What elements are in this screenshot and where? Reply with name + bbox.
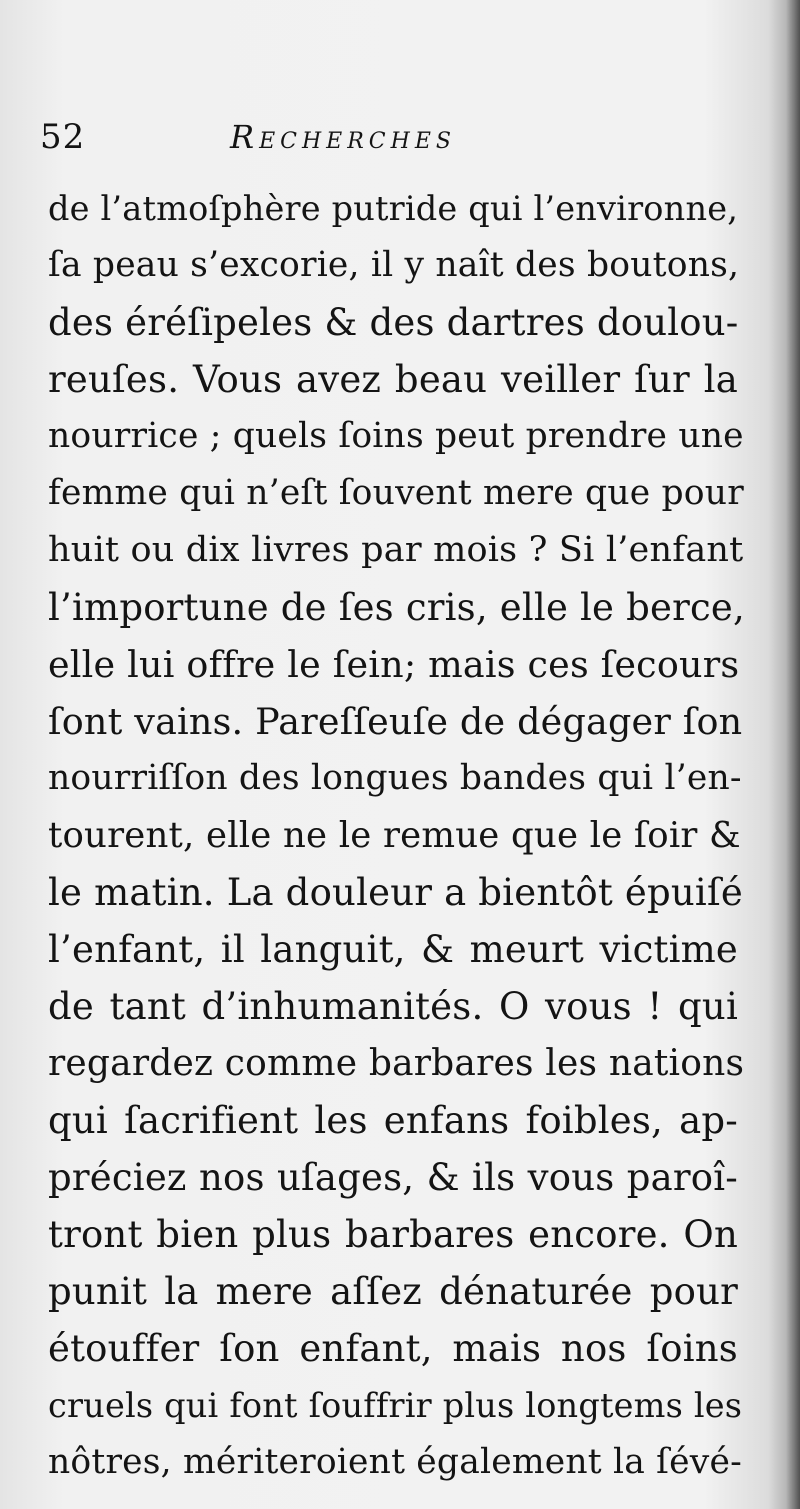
running-title: Recherches — [230, 118, 456, 156]
text-line: nourriſſon des longues bandes qui l’en- — [48, 758, 742, 798]
text-line: qui ſacrifient les enfans foibles, ap- — [48, 1099, 738, 1142]
text-line: cruels qui font ſouffrir plus longtems les — [48, 1386, 743, 1425]
text-line: étouffer ſon enfant, mais nos ſoins — [48, 1327, 738, 1370]
text-line: ſa peau s’excorie, il y naît des boutons, — [48, 245, 740, 285]
text-line: des éréſipeles & des dartres doulou- — [48, 301, 739, 344]
text-line: tront bien plus barbares encore. On — [48, 1213, 738, 1256]
page-number: 52 — [40, 117, 86, 157]
text-line: femme qui n’eſt ſouvent mere que pour — [48, 473, 744, 513]
text-line: tourent, elle ne le remue que le ſoir & — [48, 815, 741, 856]
text-line: de tant d’inhumanités. O vous ! qui — [48, 985, 738, 1028]
text-line: punit la mere aſſez dénaturée pour — [48, 1270, 738, 1313]
text-line: huit ou dix livres par mois ? Si l’enfant — [48, 530, 744, 570]
text-line: le matin. La douleur a bientôt épuiſé — [48, 871, 743, 914]
text-line: reuſes. Vous avez beau veiller ſur la — [48, 358, 738, 401]
text-line: elle lui offre le ſein; mais ces ſecours — [48, 643, 740, 686]
body-text — [48, 180, 745, 1482]
text-line: regardez comme barbares les nations — [48, 1043, 745, 1084]
text-line: nourrice ; quels ſoins peut prendre une — [48, 416, 744, 456]
text-line: l’importune de ſes cris, elle le berce, — [48, 586, 745, 629]
text-line: de l’atmoſphère putride qui l’environne, — [48, 189, 739, 228]
page-edge-shadow — [786, 0, 800, 1509]
text-line: nôtres, mériteroient également la ſévé- — [48, 1442, 742, 1482]
page-header — [40, 112, 760, 162]
text-line: préciez nos uſages, & ils vous paroî- — [48, 1156, 738, 1199]
text-line: ſont vains. Pareſſeuſe de dégager ſon — [48, 700, 743, 743]
text-line: l’enfant, il languit, & meurt victime — [48, 928, 738, 971]
